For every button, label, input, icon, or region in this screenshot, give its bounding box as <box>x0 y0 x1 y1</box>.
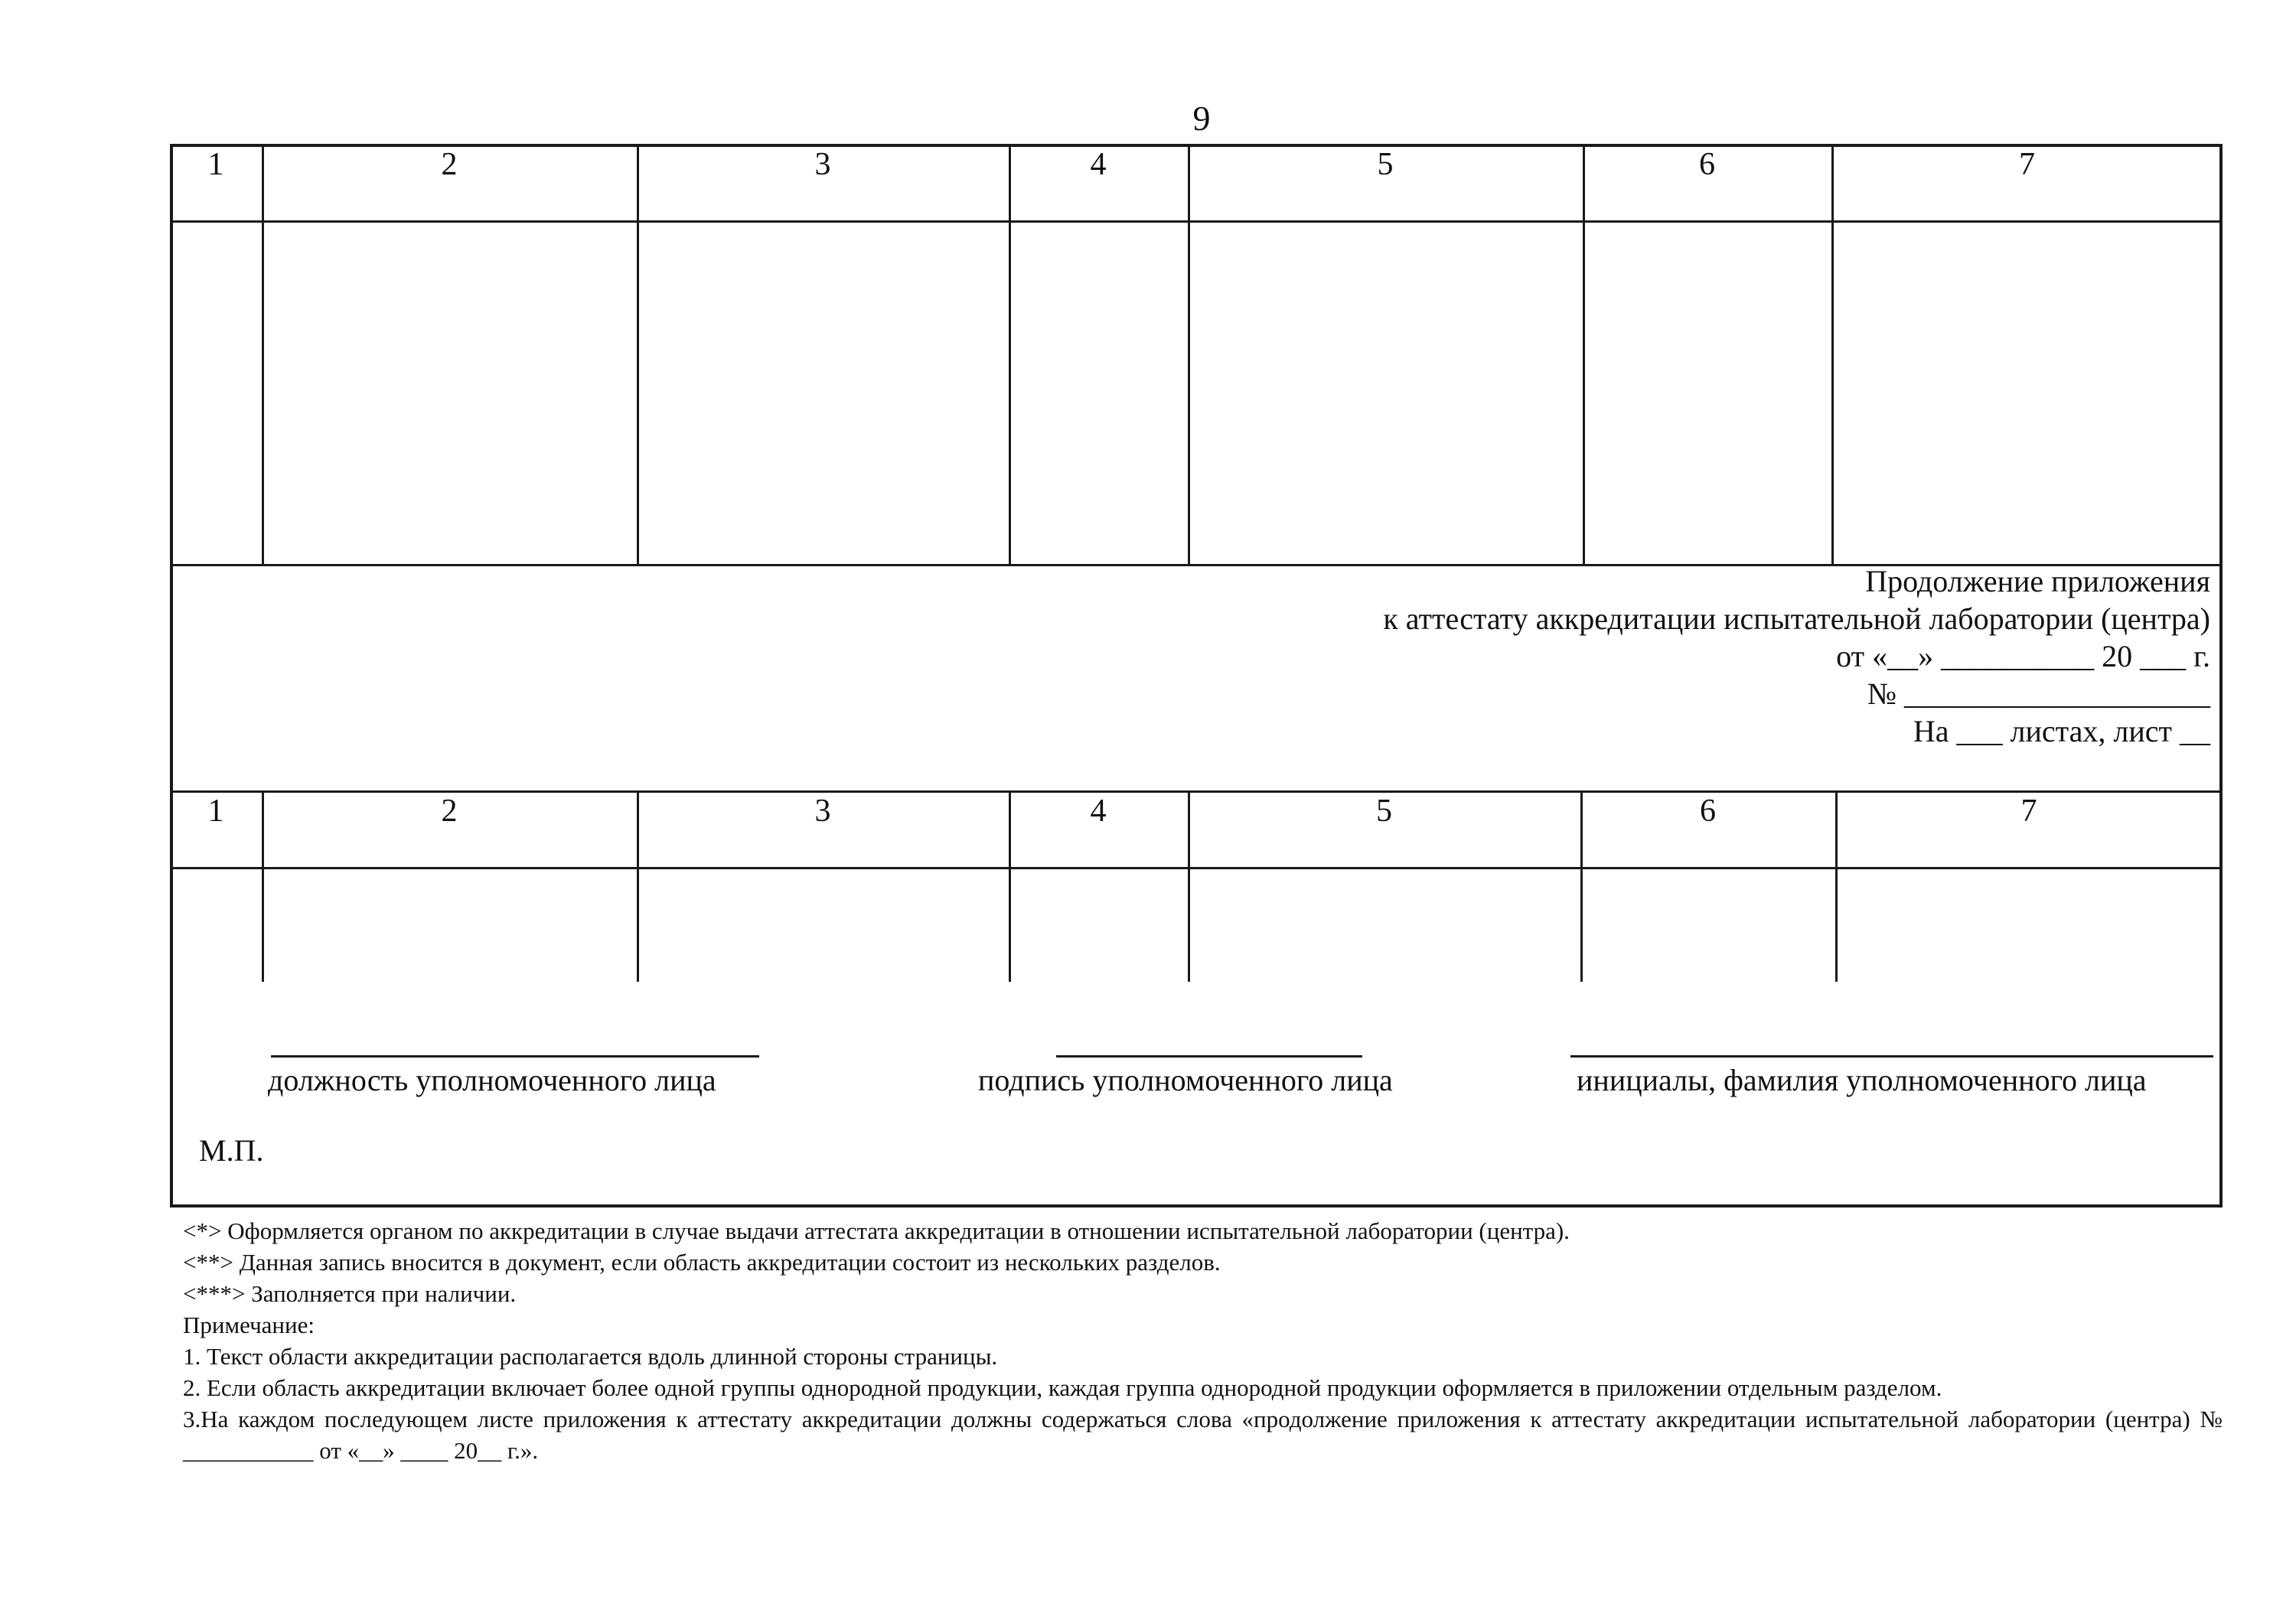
lower-header-divider <box>170 867 2223 869</box>
upper-col-divider <box>1583 144 1585 565</box>
upper-col-divider <box>262 144 264 565</box>
upper-col-divider <box>1188 144 1190 565</box>
continuation-title: Продолжение приложения <box>1865 564 2210 598</box>
note-title: Примечание: <box>183 1312 315 1338</box>
name-caption: инициалы, фамилия уполномоченного лица <box>1577 1063 2147 1097</box>
footnotes-section <box>183 1215 2223 1466</box>
continuation-date: от «__» __________ 20 ___ г. <box>1836 639 2210 673</box>
stamp-label: М.П. <box>199 1133 264 1168</box>
upper-column-number: 3 <box>814 147 831 182</box>
continuation-header <box>1383 562 2210 750</box>
position-line <box>271 1055 759 1058</box>
upper-column-number: 7 <box>2019 147 2035 182</box>
continuation-number: № ____________________ <box>1867 676 2210 711</box>
upper-column-number: 1 <box>207 147 224 182</box>
note-item: 2. Если область аккредитации включает более одной группы однородной продукции, каждая группа однородной продукции оформляется в приложении отдельным разделом. <box>183 1374 1942 1401</box>
lower-column-number: 6 <box>1700 794 1716 829</box>
footnote: <***> Заполняется при наличии. <box>183 1280 517 1307</box>
name-line <box>1570 1055 2213 1058</box>
lower-column-number: 4 <box>1090 794 1107 829</box>
upper-column-number: 2 <box>441 147 458 182</box>
page-number: 9 <box>1192 99 1211 138</box>
lower-column-number: 7 <box>2020 794 2037 829</box>
note-item: 1. Текст области аккредитации располагается вдоль длинной стороны страницы. <box>183 1343 998 1370</box>
upper-header-divider <box>170 220 2223 223</box>
position-caption: должность уполномоченного лица <box>268 1063 716 1097</box>
continuation-subtitle: к аттестату аккредитации испытательной лаборатории (центра) <box>1383 601 2210 636</box>
signature-line <box>1056 1055 1362 1058</box>
lower-column-number: 2 <box>441 794 458 829</box>
upper-column-number: 4 <box>1090 147 1107 182</box>
upper-column-number: 6 <box>1699 147 1715 182</box>
footnote: <*> Оформляется органом по аккредитации в случае выдачи аттестата аккредитации в отношении испытательной лаборатории (центра). <box>183 1217 1570 1244</box>
continuation-sheets: На ___ листах, лист __ <box>1913 714 2210 748</box>
lower-column-number: 1 <box>207 794 224 829</box>
note-item: 3.На каждом последующем листе приложения к аттестату аккредитации должны содержаться слова «продолжение приложения к аттестату аккредитации испытательной лаборатории (центра) № ___________ от «__» ____ 20__ г.». <box>183 1406 2223 1464</box>
upper-column-number: 5 <box>1377 147 1394 182</box>
upper-col-divider <box>1009 144 1011 565</box>
upper-col-divider <box>637 144 639 565</box>
lower-column-number: 3 <box>814 794 831 829</box>
footnote: <**> Данная запись вносится в документ, если область аккредитации состоит из нескольких разделов. <box>183 1249 1221 1276</box>
upper-col-divider <box>1831 144 1834 565</box>
lower-column-number: 5 <box>1376 794 1392 829</box>
signature-caption: подпись уполномоченного лица <box>978 1063 1393 1097</box>
